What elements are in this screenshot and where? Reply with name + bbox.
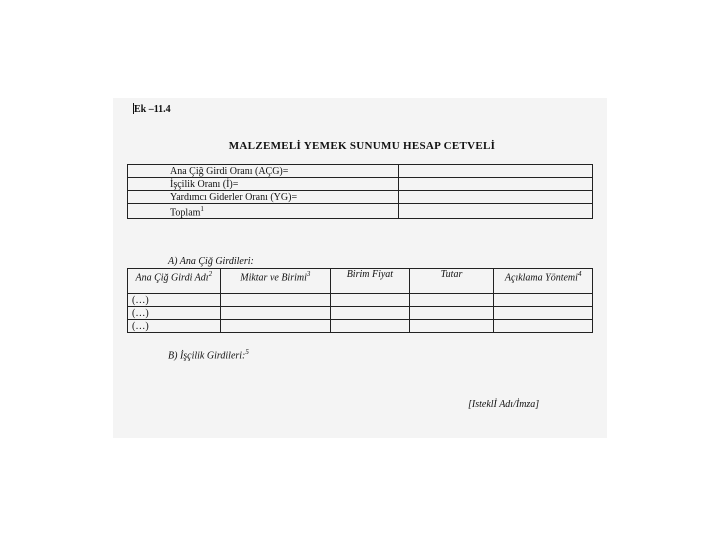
summary-value — [399, 178, 593, 191]
column-header — [494, 269, 593, 294]
table-cell: (…) — [128, 320, 221, 333]
column-header-text: Açıklama Yöntemi — [504, 272, 578, 284]
column-header-text: Birim Fiyat — [346, 269, 394, 280]
table-row — [128, 178, 593, 191]
table-cell — [220, 307, 331, 320]
footnote-marker: 5 — [245, 348, 249, 356]
table-row — [128, 191, 593, 204]
table-cell — [494, 320, 593, 333]
table-row — [128, 294, 593, 307]
table-cell — [220, 294, 331, 307]
table-cell — [331, 294, 410, 307]
summary-table — [127, 164, 593, 219]
table-row — [128, 320, 593, 333]
document-title: MALZEMELİ YEMEK SUNUMU HESAP CETVELİ — [228, 140, 496, 152]
table-row — [128, 204, 593, 219]
table-row — [128, 165, 593, 178]
column-header — [128, 269, 221, 294]
signature-line: [Isteklİ Adı/İmza] — [468, 399, 540, 410]
footnote-marker: 2 — [208, 270, 213, 278]
table-cell — [409, 307, 494, 320]
inputs-table — [127, 268, 593, 333]
summary-value — [399, 191, 593, 204]
summary-label: Yardımcı Giderler Oranı (YG)= — [128, 191, 399, 204]
table-cell — [220, 320, 331, 333]
column-header-text: Tutar — [440, 269, 463, 280]
summary-value — [399, 204, 593, 219]
table-cell — [494, 294, 593, 307]
summary-label: Ana Çiğ Girdi Oranı (AÇG)= — [128, 165, 399, 178]
footnote-marker: 1 — [200, 205, 204, 213]
table-row — [128, 307, 593, 320]
column-header — [220, 269, 331, 294]
column-header-text: Ana Çiğ Girdi Adı — [135, 272, 209, 284]
table-cell — [494, 307, 593, 320]
summary-total-label: Toplam — [170, 207, 201, 219]
section-b-text: B) İşçilik Girdileri: — [168, 350, 246, 362]
summary-label — [128, 204, 399, 219]
table-cell: (…) — [128, 294, 221, 307]
section-a-heading: A) Ana Çiğ Girdileri: — [168, 256, 254, 267]
summary-label: İşçilik Oranı (İ)= — [128, 178, 399, 191]
table-cell: (…) — [128, 307, 221, 320]
summary-value — [399, 165, 593, 178]
column-header-text: Miktar ve Birimi — [240, 272, 307, 284]
table-cell — [409, 294, 494, 307]
annex-label: Ek –11.4 — [134, 104, 171, 115]
table-header-row — [128, 269, 593, 294]
table-cell — [331, 307, 410, 320]
footnote-marker: 4 — [577, 270, 582, 278]
footnote-marker: 3 — [306, 270, 311, 278]
table-cell — [331, 320, 410, 333]
section-b-heading — [168, 348, 249, 361]
column-header — [331, 269, 410, 294]
column-header — [409, 269, 494, 294]
table-cell — [409, 320, 494, 333]
